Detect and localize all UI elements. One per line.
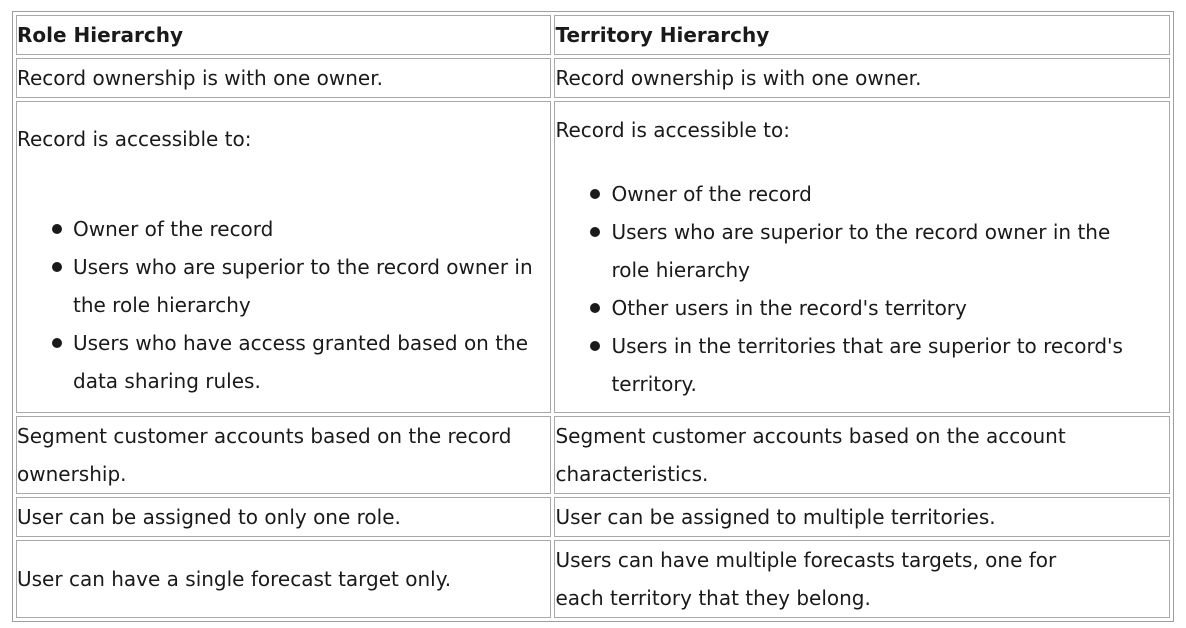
access-territory [554,101,1170,413]
segment-territory: Segment customer accounts based on the account characteristics. [554,416,1170,494]
list-item: Users in the territories that are superior to record's territory. [611,327,1167,403]
access-list [17,210,548,400]
list-item: Owner of the record [611,175,1167,213]
list-item: Users who have access granted based on the data sharing rules. [73,324,548,400]
header-role-hierarchy: Role Hierarchy [16,15,551,55]
list-item: Owner of the record [73,210,548,248]
list-item: Users who are superior to the record owner in the role hierarchy [73,248,548,324]
forecast-territory: Users can have multiple forecasts targets, one for each territory that they belong. [554,540,1170,618]
header-row [16,15,1170,55]
access-role [16,101,551,413]
table-row [16,58,1170,98]
ownership-role: Record ownership is with one owner. [16,58,551,98]
comparison-table [12,11,1174,622]
forecast-role: User can have a single forecast target only. [16,540,551,618]
segment-role: Segment customer accounts based on the record ownership. [16,416,551,494]
list-item: Users who are superior to the record owner in the role hierarchy [611,213,1167,289]
list-item: Other users in the record's territory [611,289,1167,327]
access-lead: Record is accessible to: [555,118,790,142]
ownership-territory: Record ownership is with one owner. [554,58,1170,98]
comparison-table-container [12,11,1174,622]
table-row [16,497,1170,537]
access-list [555,175,1167,403]
table-row [16,416,1170,494]
assignment-territory: User can be assigned to multiple territories. [554,497,1170,537]
table-row [16,540,1170,618]
table-row [16,101,1170,413]
header-territory-hierarchy: Territory Hierarchy [554,15,1170,55]
access-lead: Record is accessible to: [17,127,252,151]
assignment-role: User can be assigned to only one role. [16,497,551,537]
